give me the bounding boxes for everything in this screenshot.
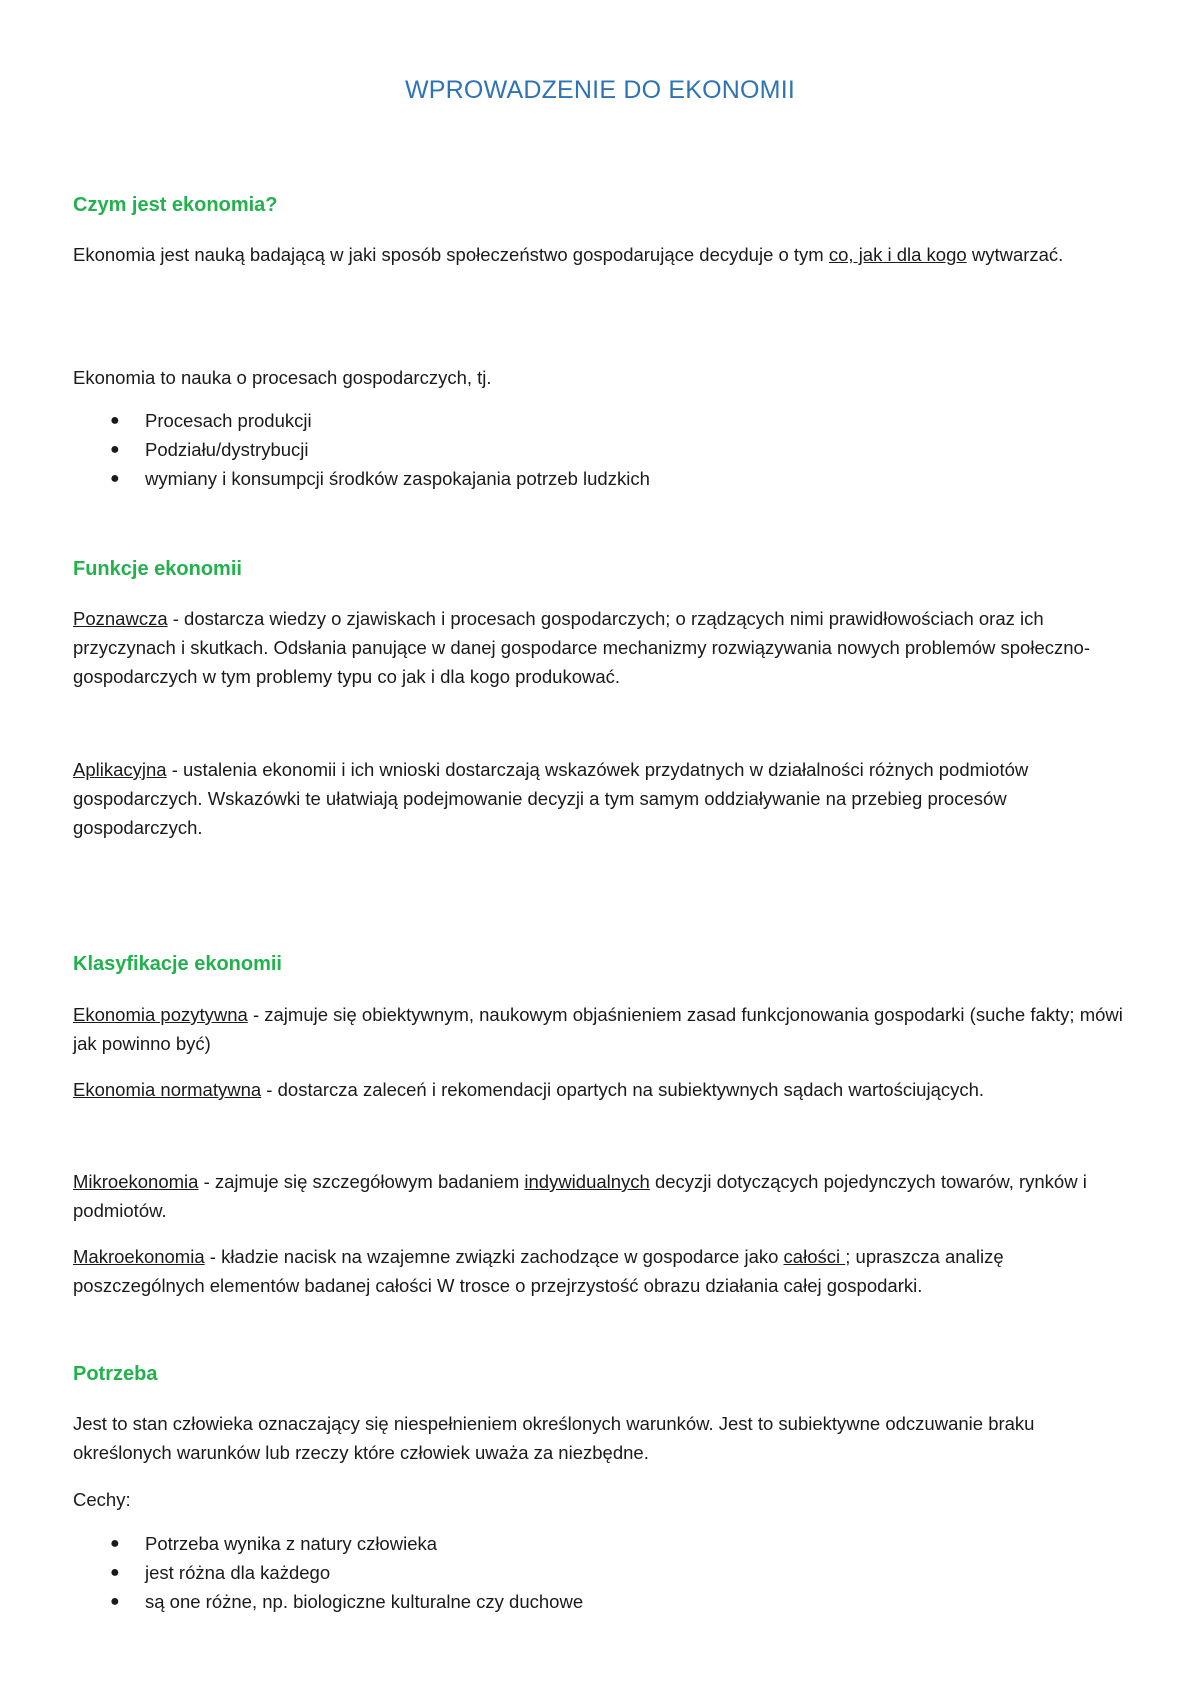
text: Ekonomia jest nauką badającą w jaki sposób społeczeństwo gospodarujące decyduje o tym [73, 244, 829, 265]
paragraph-mikroekonomia [73, 1167, 1133, 1225]
text: - dostarcza wiedzy o zjawiskach i procesach gospodarczych; o rządzących nimi prawidłowościach oraz ich przyczynach i skutkach. Odsłania panujące w danej gospodarce mechanizmy rozwiązywania nowych problemów społeczno-gospodarczych w tym problemy typu co jak i dla kogo produkować. [73, 608, 1090, 687]
bullet-icon: ● [110, 470, 120, 487]
list-item [73, 406, 650, 435]
bullet-icon: ● [110, 412, 120, 429]
list-item [73, 1529, 583, 1558]
paragraph-definition [73, 240, 1133, 269]
list-item [73, 1558, 583, 1587]
term: Poznawcza [73, 608, 168, 629]
underlined-text: całości [783, 1246, 846, 1267]
term: Ekonomia pozytywna [73, 1004, 248, 1025]
list-item-text: wymiany i konsumpcji środków zaspokajania potrzeb ludzkich [145, 468, 650, 489]
text: - dostarcza zaleceń i rekomendacji opartych na subiektywnych sądach wartościujących. [261, 1079, 985, 1100]
bullet-icon: ● [110, 1535, 120, 1552]
text: wytwarzać. [966, 244, 1064, 265]
paragraph-ekonomia-pozytywna [73, 1000, 1133, 1058]
text: - ustalenia ekonomii i ich wnioski dostarczają wskazówek przydatnych w działalności różnych podmiotów gospodarczych. Wskazówki te ułatwiają podejmowanie decyzji a tym samym oddziaływanie na przebieg procesów gospodarczych. [73, 759, 1029, 838]
paragraph-cechy: Cechy: [73, 1489, 131, 1510]
text: decyzji dotyczących pojedynczych towarów, rynków i podmiotów. [73, 1171, 1087, 1221]
heading-funkcje-ekonomii: Funkcje ekonomii [73, 558, 242, 580]
underlined-text: co, jak i dla kogo [828, 244, 967, 265]
text: - zajmuje się szczegółowym badaniem [198, 1171, 525, 1192]
term: Mikroekonomia [73, 1171, 199, 1192]
text: - kładzie nacisk na wzajemne związki zachodzące w gospodarce jako [204, 1246, 784, 1267]
term: Makroekonomia [73, 1246, 205, 1267]
processes-list [73, 406, 650, 493]
heading-potrzeba: Potrzeba [73, 1363, 158, 1385]
bullet-icon: ● [110, 441, 120, 458]
list-item-text: są one różne, np. biologiczne kulturalne czy duchowe [145, 1591, 584, 1612]
bullet-icon: ● [110, 1564, 120, 1581]
cechy-list [73, 1529, 583, 1616]
list-item [73, 435, 650, 464]
paragraph-makroekonomia [73, 1242, 1133, 1300]
document-title: WPROWADZENIE DO EKONOMII [405, 76, 795, 104]
paragraph-processes: Ekonomia to nauka o procesach gospodarczych, tj. [73, 367, 492, 388]
underlined-text: indywidualnych [524, 1171, 650, 1192]
list-item-text: jest różna dla każdego [145, 1562, 331, 1583]
heading-klasyfikacje-ekonomii: Klasyfikacje ekonomii [73, 953, 282, 975]
list-item-text: Procesach produkcji [145, 410, 312, 431]
list-item [73, 1587, 583, 1616]
text: - zajmuje się obiektywnym, naukowym objaśnieniem zasad funkcjonowania gospodarki (suche fakty; mówi jak powinno być) [73, 1004, 1123, 1054]
term: Aplikacyjna [73, 759, 167, 780]
text: ; upraszcza analizę poszczególnych elementów badanej całości W trosce o przejrzystość obrazu działania całej gospodarki. [73, 1246, 1004, 1296]
paragraph-poznawcza [73, 604, 1133, 691]
heading-czym-jest-ekonomia: Czym jest ekonomia? [73, 194, 278, 216]
list-item [73, 464, 650, 493]
list-item-text: Potrzeba wynika z natury człowieka [145, 1533, 438, 1554]
list-item-text: Podziału/dystrybucji [145, 439, 309, 460]
paragraph-aplikacyjna [73, 755, 1133, 842]
term: Ekonomia normatywna [73, 1079, 262, 1100]
paragraph-ekonomia-normatywna [73, 1075, 1133, 1104]
bullet-icon: ● [110, 1593, 120, 1610]
paragraph-potrzeba-definition: Jest to stan człowieka oznaczający się niespełnieniem określonych warunków. Jest to subiektywne odczuwanie braku określonych warunków lub rzeczy które człowiek uważa za niezbędne. [73, 1413, 1035, 1463]
